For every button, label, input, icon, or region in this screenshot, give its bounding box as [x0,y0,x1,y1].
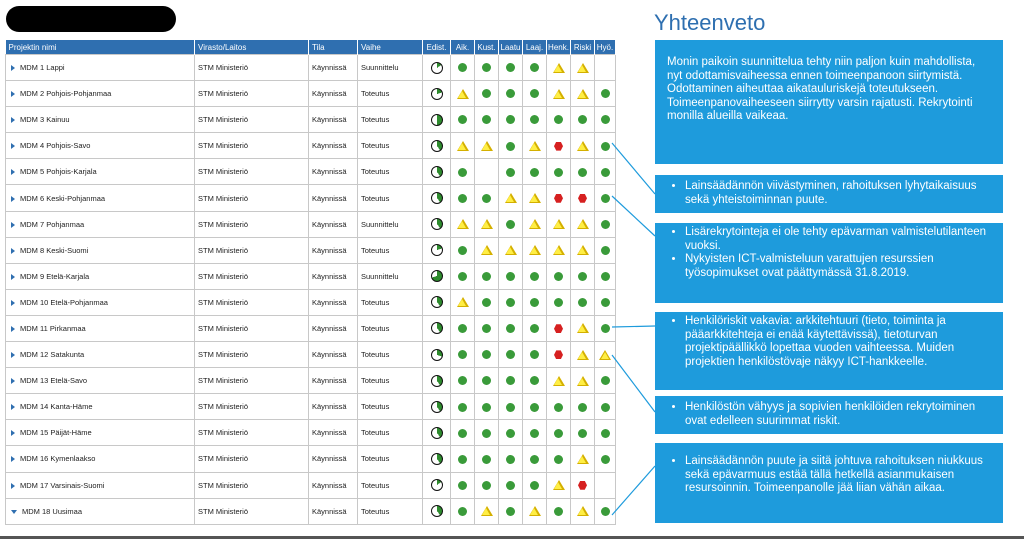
header-benefit[interactable]: Hyö. [595,40,616,55]
project-name: MDM 5 Pohjois-Karjala [20,167,97,177]
agency-cell: STM Ministeriö [195,107,309,133]
project-name: MDM 17 Varsinais-Suomi [20,480,105,490]
state-cell: Käynnissä [309,133,358,159]
state-cell: Käynnissä [309,185,358,211]
project-name: MDM 12 Satakunta [20,350,85,360]
phase-cell: Toteutus [358,133,423,159]
header-agency[interactable]: Virasto/Laitos [195,40,309,55]
agency-cell: STM Ministeriö [195,315,309,341]
phase-cell: Suunnittelu [358,211,423,237]
project-name: MDM 13 Etelä-Savo [20,376,88,386]
header-costs[interactable]: Kust. [475,40,499,55]
phase-cell: Toteutus [358,159,423,185]
agency-cell: STM Ministeriö [195,81,309,107]
phase-cell: Toteutus [358,420,423,446]
phase-cell: Suunnittelu [358,55,423,81]
state-cell: Käynnissä [309,315,358,341]
agency-cell: STM Ministeriö [195,185,309,211]
summary-text: Monin paikoin suunnittelua tehty niin paljon kuin mahdollista, nyt odottamisvaiheessa ennen toimeenpanoon siirtymistä. Odottaminen aiheuttaa aikatauluriskejä toteutukseen. Toimeenpanovaiheeseen siirrytty varsin rajatusti. Rekrytointi monilla alueilla vaikeaa. [667,56,976,122]
phase-cell: Toteutus [358,394,423,420]
phase-cell: Toteutus [358,342,423,368]
project-name: MDM 3 Kainuu [20,115,70,125]
note-item: • Lisärekrytointeja ei ole tehty epävarman valmistelutilanteen vuoksi. [685,226,995,253]
connector-line [612,326,655,327]
summary-title: Yhteenveto [654,10,766,35]
state-cell: Käynnissä [309,237,358,263]
phase-cell: Toteutus [358,472,423,498]
state-cell: Käynnissä [309,368,358,394]
project-name: MDM 16 Kymenlaakso [20,454,96,464]
state-cell: Käynnissä [309,81,358,107]
note-item: • Nykyisten ICT-valmisteluun varattujen resurssien työsopimukset ovat päättymässä 31.8.2019. [685,253,995,280]
agency-cell: STM Ministeriö [195,472,309,498]
agency-cell: STM Ministeriö [195,55,309,81]
header-scope[interactable]: Laaj. [523,40,547,55]
state-cell: Käynnissä [309,446,358,472]
note-item: • Lainsäädännön puute ja siitä johtuva rahoituksen niukkuus sekä epävarmuus estää tällä hetkellä asianmukaisen resursoinnin. Toimeenpanolle jää liian vähän aikaa. [685,455,995,496]
agency-cell: STM Ministeriö [195,159,309,185]
connector-line [612,196,655,236]
header-quality[interactable]: Laatu [499,40,523,55]
state-cell: Käynnissä [309,263,358,289]
header-schedule[interactable]: Aik. [451,40,475,55]
phase-cell: Toteutus [358,81,423,107]
state-cell: Käynnissä [309,498,358,524]
agency-cell: STM Ministeriö [195,211,309,237]
project-name: MDM 15 Päijät-Häme [20,428,92,438]
project-name: MDM 11 Pirkanmaa [20,323,86,333]
phase-cell: Suunnittelu [358,263,423,289]
phase-cell: Toteutus [358,289,423,315]
state-cell: Käynnissä [309,289,358,315]
header-progress[interactable]: Edist. [423,40,451,55]
project-name: MDM 14 Kanta-Häme [20,402,93,412]
connector-line [612,143,655,194]
note-item: • Lainsäädännön viivästyminen, rahoituksen lyhytaikaisuus sekä yhteistoiminnan puute. [685,180,995,207]
project-name: MDM 4 Pohjois-Savo [20,141,91,151]
agency-cell: STM Ministeriö [195,420,309,446]
agency-cell: STM Ministeriö [195,342,309,368]
phase-cell: Toteutus [358,498,423,524]
phase-cell: Toteutus [358,315,423,341]
agency-cell: STM Ministeriö [195,133,309,159]
state-cell: Käynnissä [309,420,358,446]
state-cell: Käynnissä [309,472,358,498]
header-project[interactable]: Projektin nimi [6,40,195,55]
phase-cell: Toteutus [358,446,423,472]
state-cell: Käynnissä [309,211,358,237]
agency-cell: STM Ministeriö [195,446,309,472]
project-name: MDM 7 Pohjanmaa [20,219,85,229]
project-name: MDM 8 Keski-Suomi [20,245,89,255]
project-name: MDM 1 Lappi [20,63,65,73]
state-cell: Käynnissä [309,55,358,81]
note-item: • Henkilöstön vähyys ja sopivien henkilöiden rekrytoiminen ovat edelleen suurimmat riskit. [685,401,995,428]
project-name: MDM 10 Etelä-Pohjanmaa [20,297,108,307]
phase-cell: Toteutus [358,237,423,263]
header-risk[interactable]: Riski [571,40,595,55]
state-cell: Käynnissä [309,159,358,185]
header-state[interactable]: Tila [309,40,358,55]
agency-cell: STM Ministeriö [195,237,309,263]
connector-line [612,466,655,515]
state-cell: Käynnissä [309,394,358,420]
agency-cell: STM Ministeriö [195,289,309,315]
state-cell: Käynnissä [309,107,358,133]
header-personnel[interactable]: Henk. [547,40,571,55]
agency-cell: STM Ministeriö [195,368,309,394]
agency-cell: STM Ministeriö [195,498,309,524]
project-name: MDM 2 Pohjois-Pohjanmaa [20,89,112,99]
project-name: MDM 9 Etelä-Karjala [20,271,90,281]
project-name: MDM 6 Keski-Pohjanmaa [20,193,106,203]
agency-cell: STM Ministeriö [195,263,309,289]
phase-cell: Toteutus [358,368,423,394]
note-item: • Henkilöriskit vakavia: arkkitehtuuri (tieto, toiminta ja pääarkkitehteja ei enää käytettävissä), tietoturvan projektipäällikkö lopettaa vuoden vaihteessa. Muiden projektien henkilöstövaje näkyy ICT-hankkeelle. [685,315,995,369]
agency-cell: STM Ministeriö [195,394,309,420]
phase-cell: Toteutus [358,107,423,133]
header-phase[interactable]: Vaihe [358,40,423,55]
connector-line [612,355,655,412]
state-cell: Käynnissä [309,342,358,368]
project-name: MDM 18 Uusimaa [22,506,83,516]
phase-cell: Toteutus [358,185,423,211]
